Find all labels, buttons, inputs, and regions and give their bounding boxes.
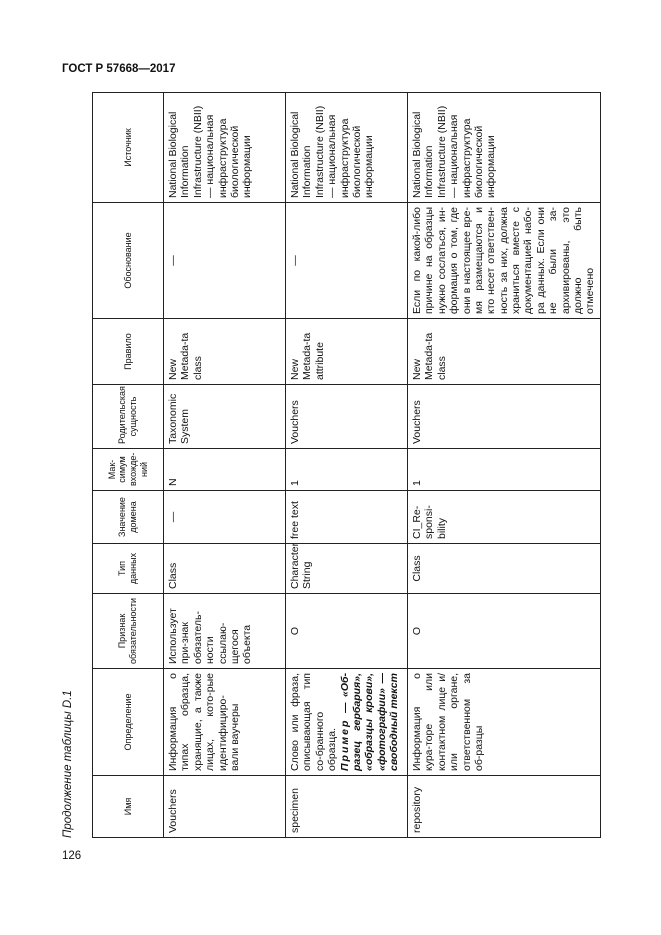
col-header-parent: Родительская сущность	[93, 385, 164, 449]
metadata-table-rotated	[92, 93, 597, 838]
cell-parent: Vouchers	[286, 385, 408, 449]
table-row	[164, 93, 286, 838]
cell-rationale: —	[164, 203, 286, 319]
cell-max-occurrence: 1	[408, 449, 601, 491]
cell-domain: free text	[286, 491, 408, 544]
col-header-name: Имя	[93, 776, 164, 838]
cell-data-type: Class	[164, 544, 286, 594]
example-text: — «Об-разец гербария», «образцы крови», «фотографии» — свободный текст	[338, 673, 400, 771]
table-row	[408, 93, 601, 838]
cell-obligation: O	[408, 594, 601, 669]
cell-rationale: —	[286, 203, 408, 319]
cell-source: National Biological Information Infrastructure (NBII) — национальная инфраструктура биологической информации	[408, 93, 601, 203]
document-header: ГОСТ Р 57668—2017	[62, 63, 176, 75]
table-header-row	[93, 93, 164, 838]
col-header-data-type: Тип данных	[93, 544, 164, 594]
cell-parent: Taxonomic System	[164, 385, 286, 449]
col-header-source: Источник	[93, 93, 164, 203]
metadata-table	[92, 92, 601, 838]
table-caption: Продолжение таблицы D.1	[62, 690, 74, 838]
cell-obligation: O	[286, 594, 408, 669]
cell-domain: —	[164, 491, 286, 544]
cell-definition	[286, 669, 408, 776]
cell-max-occurrence: 1	[286, 449, 408, 491]
cell-definition: Информация о типах образца, хранящие, а также лицах, кото-рые идентифициро-вали ваучеры	[164, 669, 286, 776]
cell-name: specimen	[286, 776, 408, 838]
col-header-max-occurrence: Мак-симум вхожде-ний	[93, 449, 164, 491]
cell-parent: Vouchers	[408, 385, 601, 449]
cell-rule: New Metada-ta class	[408, 319, 601, 385]
col-header-rationale: Обоснование	[93, 203, 164, 319]
col-header-rule: Правило	[93, 319, 164, 385]
cell-domain: CI_Re-sponsi-bility	[408, 491, 601, 544]
cell-data-type: Character String	[286, 544, 408, 594]
definition-text: Слово или фраза, описывающая тип со-бранного образца.	[289, 673, 339, 771]
cell-rule: New Metada-ta attribute	[286, 319, 408, 385]
cell-obligation: Использует при-знак обязатель-ности ссылаю-щегося объекта	[164, 594, 286, 669]
example-label: Пример	[338, 718, 351, 771]
col-header-definition: Определение	[93, 669, 164, 776]
cell-name: repository	[408, 776, 601, 838]
cell-name: Vouchers	[164, 776, 286, 838]
col-header-domain: Значение домена	[93, 491, 164, 544]
cell-rule: New Metada-ta class	[164, 319, 286, 385]
cell-rationale: Если по какой-либо причине на образцы нужно сослаться, ин-формация о том, где они в настоящее вре-мя размещаются и кто несет ответствен-ность за них, должна храниться вместе с документацией набо-ра данных. Если они не были за-архивированы, это должно быть отмечено	[408, 203, 601, 319]
col-header-obligation: Признак обязательности	[93, 594, 164, 669]
page-number: 126	[62, 850, 82, 862]
cell-data-type: Class	[408, 544, 601, 594]
cell-source: National Biological Information Infrastructure (NBII) — национальная инфраструктура биологической информации	[286, 93, 408, 203]
table-row	[286, 93, 408, 838]
cell-definition: Информация о кура-торе или контактном лице и/или органе, ответственном за об-разцы	[408, 669, 601, 776]
cell-max-occurrence: N	[164, 449, 286, 491]
cell-source: National Biological Information Infrastructure (NBII) — национальная инфраструктура биологической информации	[164, 93, 286, 203]
